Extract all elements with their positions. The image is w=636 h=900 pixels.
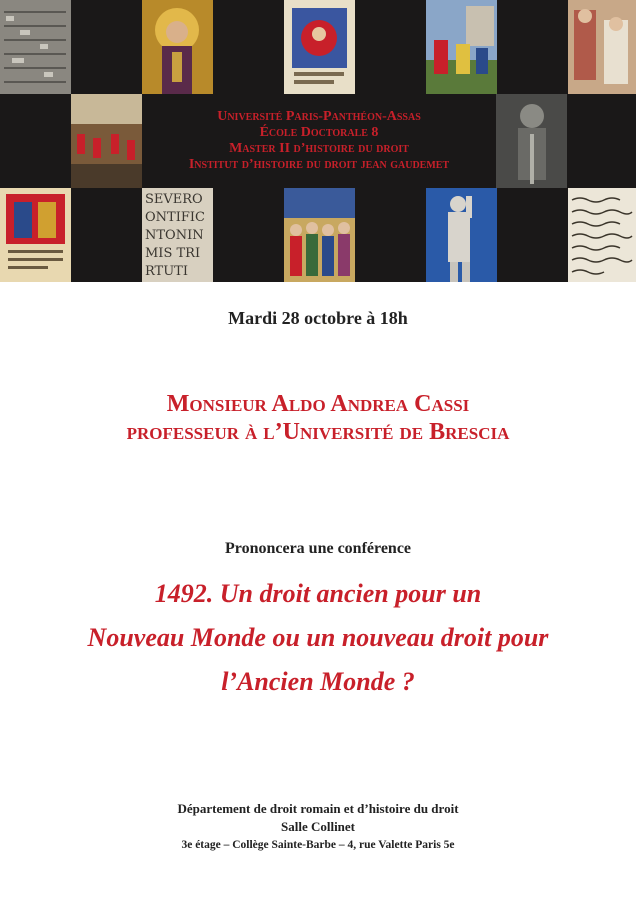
mosaic-emperor-image (142, 0, 213, 94)
room-name: Salle Collinet (280, 819, 356, 834)
conference-title (0, 572, 636, 704)
speaker-name: Monsieur Aldo Andrea Cassi (166, 391, 470, 417)
illuminated-letter-image (284, 0, 355, 94)
conference-title-line: 1492. Un droit ancien pour un (154, 579, 482, 608)
conference-title-line: l’Ancien Monde ? (221, 667, 415, 696)
svg-text:RTUTI: RTUTI (145, 264, 188, 279)
conference-title-line: Nouveau Monde ou un nouveau droit pour (87, 623, 549, 652)
doctoral-school: École Doctorale 8 (259, 125, 379, 140)
department-name: Département de droit romain et d’histoire du droit (177, 801, 459, 816)
master-program: Master II d’histoire du droit (229, 141, 409, 156)
fresco-image (568, 0, 636, 94)
knight-statue-image (496, 94, 567, 188)
assembly-painting-image (71, 94, 142, 188)
augustus-statue-image (426, 188, 497, 282)
handwritten-document-image (568, 188, 636, 282)
venue-address: 3e étage – Collège Sainte-Barbe – 4, rue Valette Paris 5e (181, 839, 455, 851)
svg-text:ONTIFIC: ONTIFIC (145, 210, 205, 225)
speaker-block (0, 390, 636, 446)
roman-inscription-image (142, 188, 213, 282)
svg-text:SEVERO: SEVERO (145, 192, 203, 207)
event-date: Mardi 28 octobre à 18h (228, 308, 408, 328)
speaker-title: professeur à l’Université de Brescia (126, 419, 510, 445)
svg-text:NTONIN: NTONIN (145, 228, 204, 243)
institute-name: Institut d’histoire du droit jean gaudemet (188, 157, 450, 172)
institution-block (142, 94, 496, 188)
university-name: Université Paris-Panthéon-Assas (217, 109, 421, 124)
manuscript-miniature-image (0, 188, 71, 282)
announcement: Prononcera une conférence (224, 540, 412, 557)
header-banner (0, 0, 636, 282)
svg-text:MIS TRI: MIS TRI (145, 246, 201, 261)
venue-block (0, 800, 636, 854)
miniature-figures-image (426, 0, 497, 94)
tablet-image (0, 0, 71, 94)
crowd-miniature-image (284, 188, 355, 282)
